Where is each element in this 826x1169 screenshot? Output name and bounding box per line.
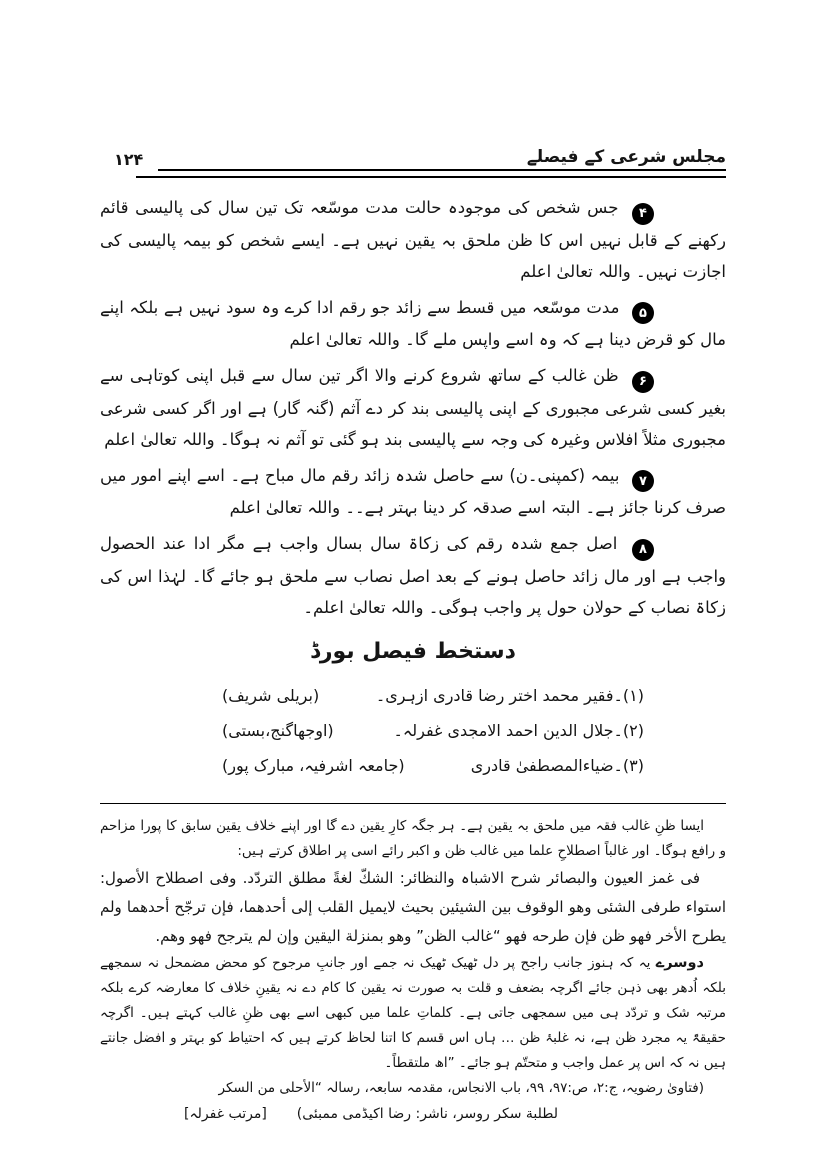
compiler-note: [مرتب غفرلہ] [184, 1105, 267, 1122]
ruling-paragraph-6 [100, 360, 726, 455]
footnote-paragraph-urdu-2 [100, 951, 726, 1076]
footnote-separator [100, 803, 726, 804]
page-number: ۱۲۴ [114, 150, 144, 169]
signatory-name: (۳)۔ضیاءالمصطفیٰ قادری [470, 755, 644, 775]
footnote-paragraph-urdu: ایسا ظنِ غالب فقہ میں ملحق بہ یقین ہے۔ ہر جگہ کارِ یقین دے گا اور اپنے خلاف یقین سابق کا پورا مزاحم و رافع ہوگا۔ اور غالباً اصطلاحِ علما میں غالب ظن و اکبر رائے اسی پر اطلاق کرتے ہیں: [100, 817, 726, 859]
header-rule-top [158, 169, 726, 171]
ruling-paragraph-5 [100, 292, 726, 356]
citation-line-1: (فتاویٰ رضویہ، ج:۲، ص:۹۷، ۹۹، باب الانجاس، مقدمہ سابعہ، رسالہ “الأحلی من السکر [218, 1079, 704, 1096]
rulings-section [100, 192, 726, 623]
ruling-text: جس شخص کی موجودہ حالت مدت موسّعہ تک تین سال کی پالیسی قائم رکھنے کے قابل نہیں اس کا ظن ملحق بہ یقین نہیں ہے۔ ایسے شخص کو بیمہ پالیسی کی اجازت نہیں۔ واللہ تعالیٰ اعلم [100, 198, 726, 281]
footnote-text: یہ کہ ہنوز جانب راجح پر دل ٹھیک ٹھیک نہ جمے اور جانبِ مرجوح کو محض مضمحل نہ سمجھے بلکہ اُدھر بھی ذہن جائے اگرچہ بضعف و قلت بہ صورت نہ یقین کا کام دے نہ یقینِ خلاف کا معارضہ کرے بلکہ مرتبہ شک و تردّد ہی میں سمجھی جاتی ہے۔ کلماتِ علما میں کبھی اسے بھی ظنِ غالب کہتے ہیں۔ اگرچہ حقیقۃً یہ مجرد ظن ہے، نہ غلبۂ ظن … ہاں اس قسم کا اتنا لحاظ کرتے ہیں کہ احتیاط کو بہتر و افضل جانتے ہیں نہ کہ اس پر عمل واجب و متحتّم ہو جائے۔ ”اھ ملتقطاً۔ [100, 954, 726, 1071]
ruling-number-badge: ۶ [632, 371, 654, 393]
ruling-paragraph-8 [100, 528, 726, 623]
ruling-number-badge: ۵ [632, 302, 654, 324]
ruling-paragraph-4 [100, 192, 726, 287]
signature-row [100, 713, 726, 748]
page-title: مجلس شرعی کے فیصلے [521, 146, 726, 167]
signatory-place: (بریلی شریف) [222, 685, 320, 705]
ruling-number-badge: ۴ [632, 203, 654, 225]
signature-row [100, 748, 726, 783]
ruling-text: بیمہ (کمپنی۔ن) سے حاصل شدہ زائد رقم مال مباح ہے۔ اسے اپنے امور میں صرف کرنا جائز ہے۔ البتہ اسے صدقہ کر دینا بہتر ہے۔۔ واللہ تعالیٰ اعلم [100, 465, 726, 517]
ruling-number-badge: ۸ [632, 539, 654, 561]
ruling-paragraph-7 [100, 460, 726, 524]
ruling-text: ظن غالب کے ساتھ شروع کرنے والا اگر تین سال سے قبل اپنی کوتاہی سے بغیر کسی شرعی مجبوری کے اپنی پالیسی بند کر دے آثم (گنہ گار) ہے اور اگر کسی شرعی مجبوری مثلاً افلاس وغیرہ کی وجہ سے پالیسی بند ہو گئی تو آثم نہ ہوگا۔ واللہ تعالیٰ اعلم [100, 366, 726, 449]
signatory-place: (اوجھاگنج،بستی) [222, 720, 334, 740]
ruling-text: اصل جمع شدہ رقم کی زکاۃ سال بسال واجب ہے مگر ادا عند الحصول واجب ہے اور مال زائد حاصل ہونے کے بعد اصل نصاب سے ملحق ہو جائے گا۔ لہٰذا اس کی زکاۃ نصاب کے حولان حول پر واجب ہوگی۔ واللہ تعالیٰ اعلم۔ [100, 534, 726, 617]
signature-row [100, 678, 726, 713]
citation-line-2: لطلبة سکر روسر، ناشر: رضا اکیڈمی ممبئی) [296, 1105, 558, 1122]
footnote-section [100, 814, 726, 1127]
signatory-name: (۲)۔جلال الدین احمد الامجدی غفرلہ۔ [393, 720, 644, 740]
footnote-paragraph-arabic: فی غمز العیون والبصائر شرح الاشباہ والنظائر: الشكّ لغةً مطلق التردّد. وفی اصطلاح الأصول: استواء طرفی الشئی وهو الوقوف بین الشیئین بحیث لایمیل القلب إلی أحدهما، فإن ترجّح أحدهما ولم یطرح الأخر فهو ظن فإن طرحه فهو “غالب الظن” وهو بمنزلة الیقین وإن لم یترجح فهو وهم. [100, 868, 726, 945]
footnote-lead-word: دوسرے [655, 954, 704, 971]
ruling-text: مدت موسّعہ میں قسط سے زائد جو رقم ادا کرے وہ سود نہیں ہے بلکہ اپنے مال کو قرض دینا ہے کہ وہ اسے واپس ملے گا۔ واللہ تعالیٰ اعلم [100, 297, 726, 349]
header-rule-bottom [136, 176, 726, 178]
signatory-name: (۱)۔فقیر محمد اختر رضا قادری ازہری۔ [375, 685, 644, 705]
citation-row [100, 1101, 726, 1127]
signatures-heading: دستخط فیصل بورڈ [310, 638, 516, 664]
signatures-list [100, 678, 726, 783]
page-header [100, 146, 726, 182]
signatory-place: (جامعہ اشرفیہ، مبارک پور) [222, 755, 405, 775]
ruling-number-badge: ۷ [632, 470, 654, 492]
